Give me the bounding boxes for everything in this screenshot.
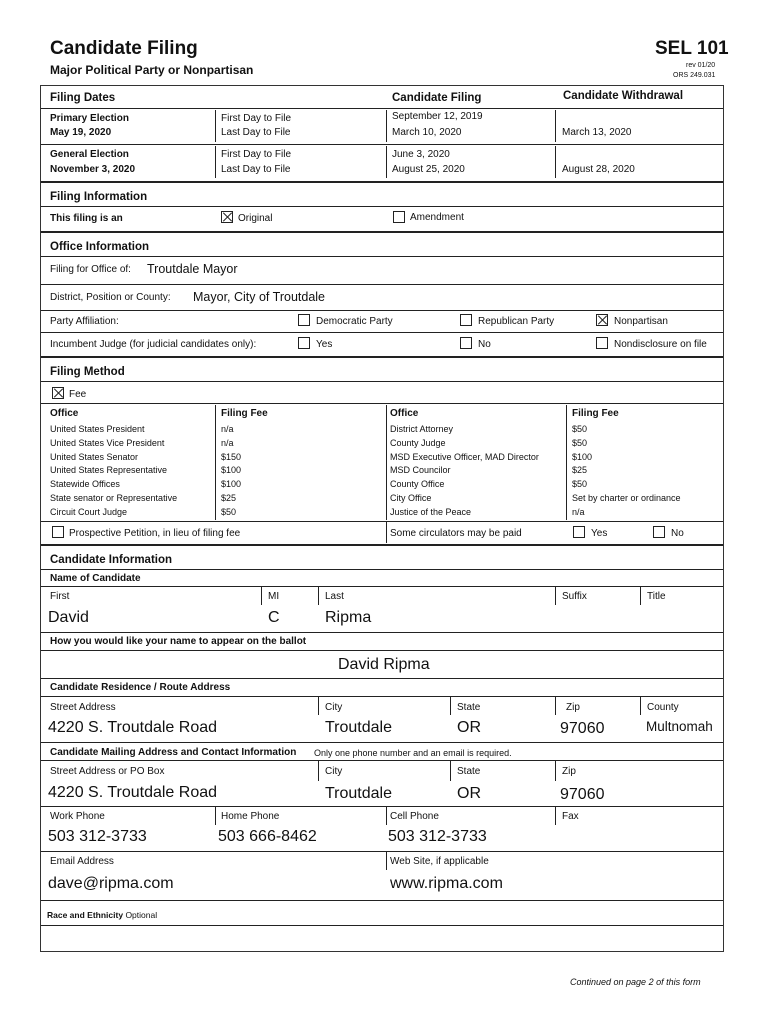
left-office-6: Circuit Court Judge — [50, 506, 128, 517]
mail-state-label: State — [457, 766, 481, 777]
form-frame — [40, 85, 724, 952]
mailing-note: Only one phone number and an email is required. — [314, 748, 512, 758]
right-office-0: District Attorney — [390, 424, 454, 434]
general-first-day: June 3, 2020 — [392, 149, 450, 160]
fee-header-right: Filing Fee — [572, 408, 619, 419]
district-label: District, Position or County: — [50, 292, 171, 303]
primary-election-date: May 19, 2020 — [50, 127, 112, 138]
fax-label: Fax — [562, 811, 579, 822]
right-office-4: County Office — [390, 479, 445, 490]
race-optional-note: Optional — [125, 910, 158, 920]
first-name-value[interactable]: David — [48, 609, 89, 626]
email-value[interactable]: dave@ripma.com — [48, 875, 174, 892]
right-fee-3: $25 — [572, 465, 588, 476]
candidate-withdrawal-heading: Candidate Withdrawal — [563, 90, 684, 102]
home-phone-label: Home Phone — [221, 811, 280, 822]
primary-first-day-label: First Day to File — [221, 113, 292, 124]
circulators-no-checkbox[interactable] — [653, 526, 665, 538]
filing-for-office-value[interactable]: Troutdale Mayor — [147, 262, 238, 276]
filing-dates-heading: Filing Dates — [50, 92, 116, 104]
mail-state-value[interactable]: OR — [457, 785, 481, 802]
right-fee-2: $100 — [572, 451, 593, 462]
last-name-label: Last — [325, 591, 344, 602]
res-city-label: City — [325, 702, 343, 713]
judge-yes-label: Yes — [316, 339, 333, 350]
form-statute: ORS 249.031 — [673, 72, 716, 79]
general-last-day-label: Last Day to File — [221, 164, 291, 175]
amendment-label: Amendment — [410, 212, 464, 223]
primary-election-label: Primary Election — [50, 113, 129, 124]
filing-for-office-label: Filing for Office of: — [50, 264, 131, 275]
prospective-petition-label: Prospective Petition, in lieu of filing fee — [69, 528, 241, 539]
prospective-petition-checkbox[interactable] — [52, 526, 64, 538]
mail-city-label: City — [325, 766, 343, 777]
mail-zip-value[interactable]: 97060 — [560, 786, 605, 803]
general-withdrawal-date: August 28, 2020 — [562, 164, 635, 175]
office-information-heading: Office Information — [50, 241, 150, 253]
website-value[interactable]: www.ripma.com — [390, 875, 503, 892]
res-zip-label: Zip — [566, 702, 580, 713]
right-office-6: Justice of the Peace — [390, 506, 472, 517]
suffix-label: Suffix — [562, 591, 587, 602]
republican-party-checkbox[interactable] — [460, 314, 472, 326]
email-label: Email Address — [50, 856, 114, 867]
form-revision: rev 01/20 — [686, 62, 716, 69]
right-office-2: MSD Executive Officer, MAD Director — [390, 451, 539, 462]
left-office-3: United States Representative — [50, 465, 168, 476]
right-fee-0: $50 — [572, 424, 588, 434]
circulators-no-label: No — [671, 528, 684, 539]
primary-first-day: September 12, 2019 — [392, 111, 483, 122]
fee-checkbox[interactable] — [52, 387, 64, 399]
right-fee-5: Set by charter or ordinance — [572, 493, 681, 503]
title-label: Title — [647, 591, 666, 602]
primary-last-day-label: Last Day to File — [221, 127, 291, 138]
res-street-value[interactable]: 4220 S. Troutdale Road — [48, 719, 218, 736]
general-first-day-label: First Day to File — [221, 149, 292, 160]
work-phone-label: Work Phone — [50, 811, 105, 822]
left-fee-6: $50 — [221, 506, 237, 517]
office-header-right: Office — [390, 408, 419, 419]
circulators-yes-checkbox[interactable] — [573, 526, 585, 538]
race-ethnicity-field[interactable] — [41, 926, 723, 949]
primary-last-day: March 10, 2020 — [392, 127, 462, 138]
district-value[interactable]: Mayor, City of Troutdale — [193, 290, 326, 304]
mi-value[interactable]: C — [268, 609, 280, 626]
general-election-label: General Election — [50, 149, 129, 160]
nonpartisan-label: Nonpartisan — [614, 316, 668, 327]
original-checkbox[interactable] — [221, 211, 233, 223]
last-name-value[interactable]: Ripma — [325, 609, 372, 626]
judge-no-label: No — [478, 339, 491, 350]
judge-no-checkbox[interactable] — [460, 337, 472, 349]
work-phone-value[interactable]: 503 312-3733 — [48, 828, 147, 845]
right-office-3: MSD Councilor — [390, 465, 451, 476]
judge-yes-checkbox[interactable] — [298, 337, 310, 349]
res-county-label: County — [647, 702, 679, 713]
nonpartisan-checkbox[interactable] — [596, 314, 608, 326]
nondisclosure-label: Nondisclosure on file — [614, 339, 707, 350]
home-phone-value[interactable]: 503 666-8462 — [218, 828, 317, 845]
res-city-value[interactable]: Troutdale — [325, 719, 392, 736]
mail-street-label: Street Address or PO Box — [50, 766, 165, 777]
race-ethnicity-title: Race and Ethnicity — [47, 910, 124, 920]
form-subtitle: Major Political Party or Nonpartisan — [50, 63, 254, 77]
ballot-name-heading: How you would like your name to appear on the ballot — [50, 636, 307, 647]
left-fee-0: n/a — [221, 424, 234, 434]
right-fee-4: $50 — [572, 479, 588, 490]
primary-withdrawal-date: March 13, 2020 — [562, 127, 632, 138]
res-county-value[interactable]: Multnomah — [646, 719, 713, 734]
general-last-day: August 25, 2020 — [392, 164, 465, 175]
res-state-value[interactable]: OR — [457, 719, 481, 736]
incumbent-judge-label: Incumbent Judge (for judicial candidates only): — [50, 339, 257, 350]
democratic-party-label: Democratic Party — [316, 316, 393, 327]
left-office-4: Statewide Offices — [50, 479, 120, 490]
left-fee-5: $25 — [221, 493, 237, 503]
filing-method-heading: Filing Method — [50, 366, 125, 378]
race-ethnicity-label — [47, 909, 157, 921]
left-office-1: United States Vice President — [50, 437, 165, 448]
left-office-0: United States President — [50, 424, 145, 434]
fee-header-left: Filing Fee — [221, 408, 268, 419]
res-zip-value[interactable]: 97060 — [560, 720, 605, 737]
democratic-party-checkbox[interactable] — [298, 314, 310, 326]
amendment-checkbox[interactable] — [393, 211, 405, 223]
candidate-filing-heading: Candidate Filing — [392, 92, 482, 104]
right-fee-1: $50 — [572, 437, 588, 448]
left-fee-3: $100 — [221, 465, 242, 476]
circulators-paid-label: Some circulators may be paid — [390, 528, 522, 539]
office-header-left: Office — [50, 408, 79, 419]
mail-city-value[interactable]: Troutdale — [325, 785, 392, 802]
original-label: Original — [238, 213, 273, 224]
mailing-heading: Candidate Mailing Address and Contact Information — [50, 747, 297, 758]
right-fee-6: n/a — [572, 506, 585, 517]
cell-phone-value[interactable]: 503 312-3733 — [388, 828, 487, 845]
ballot-name-value[interactable]: David Ripma — [338, 656, 430, 673]
party-affiliation-label: Party Affiliation: — [50, 316, 119, 327]
left-fee-1: n/a — [221, 437, 234, 448]
right-office-1: County Judge — [390, 437, 446, 448]
form-title: Candidate Filing — [50, 38, 198, 59]
continued-note: Continued on page 2 of this form — [570, 977, 701, 987]
website-label: Web Site, if applicable — [390, 856, 489, 867]
first-name-label: First — [50, 591, 70, 602]
res-street-label: Street Address — [50, 702, 116, 713]
name-of-candidate-heading: Name of Candidate — [50, 573, 141, 584]
general-election-date: November 3, 2020 — [50, 164, 136, 175]
nondisclosure-checkbox[interactable] — [596, 337, 608, 349]
republican-party-label: Republican Party — [478, 316, 555, 327]
res-state-label: State — [457, 702, 481, 713]
filing-information-heading: Filing Information — [50, 191, 148, 203]
circulators-yes-label: Yes — [591, 528, 608, 539]
candidate-information-heading: Candidate Information — [50, 554, 173, 566]
mi-label: MI — [268, 591, 280, 602]
left-office-2: United States Senator — [50, 451, 139, 462]
mail-street-value[interactable]: 4220 S. Troutdale Road — [48, 784, 218, 801]
left-fee-4: $100 — [221, 479, 242, 490]
this-filing-label: This filing is an — [50, 213, 123, 224]
right-office-5: City Office — [390, 493, 432, 503]
form-id: SEL 101 — [655, 38, 729, 59]
mail-zip-label: Zip — [562, 766, 576, 777]
residence-heading: Candidate Residence / Route Address — [50, 682, 231, 693]
left-fee-2: $150 — [221, 451, 242, 462]
cell-phone-label: Cell Phone — [390, 811, 439, 822]
fee-label: Fee — [69, 389, 87, 400]
left-office-5: State senator or Representative — [50, 493, 178, 503]
